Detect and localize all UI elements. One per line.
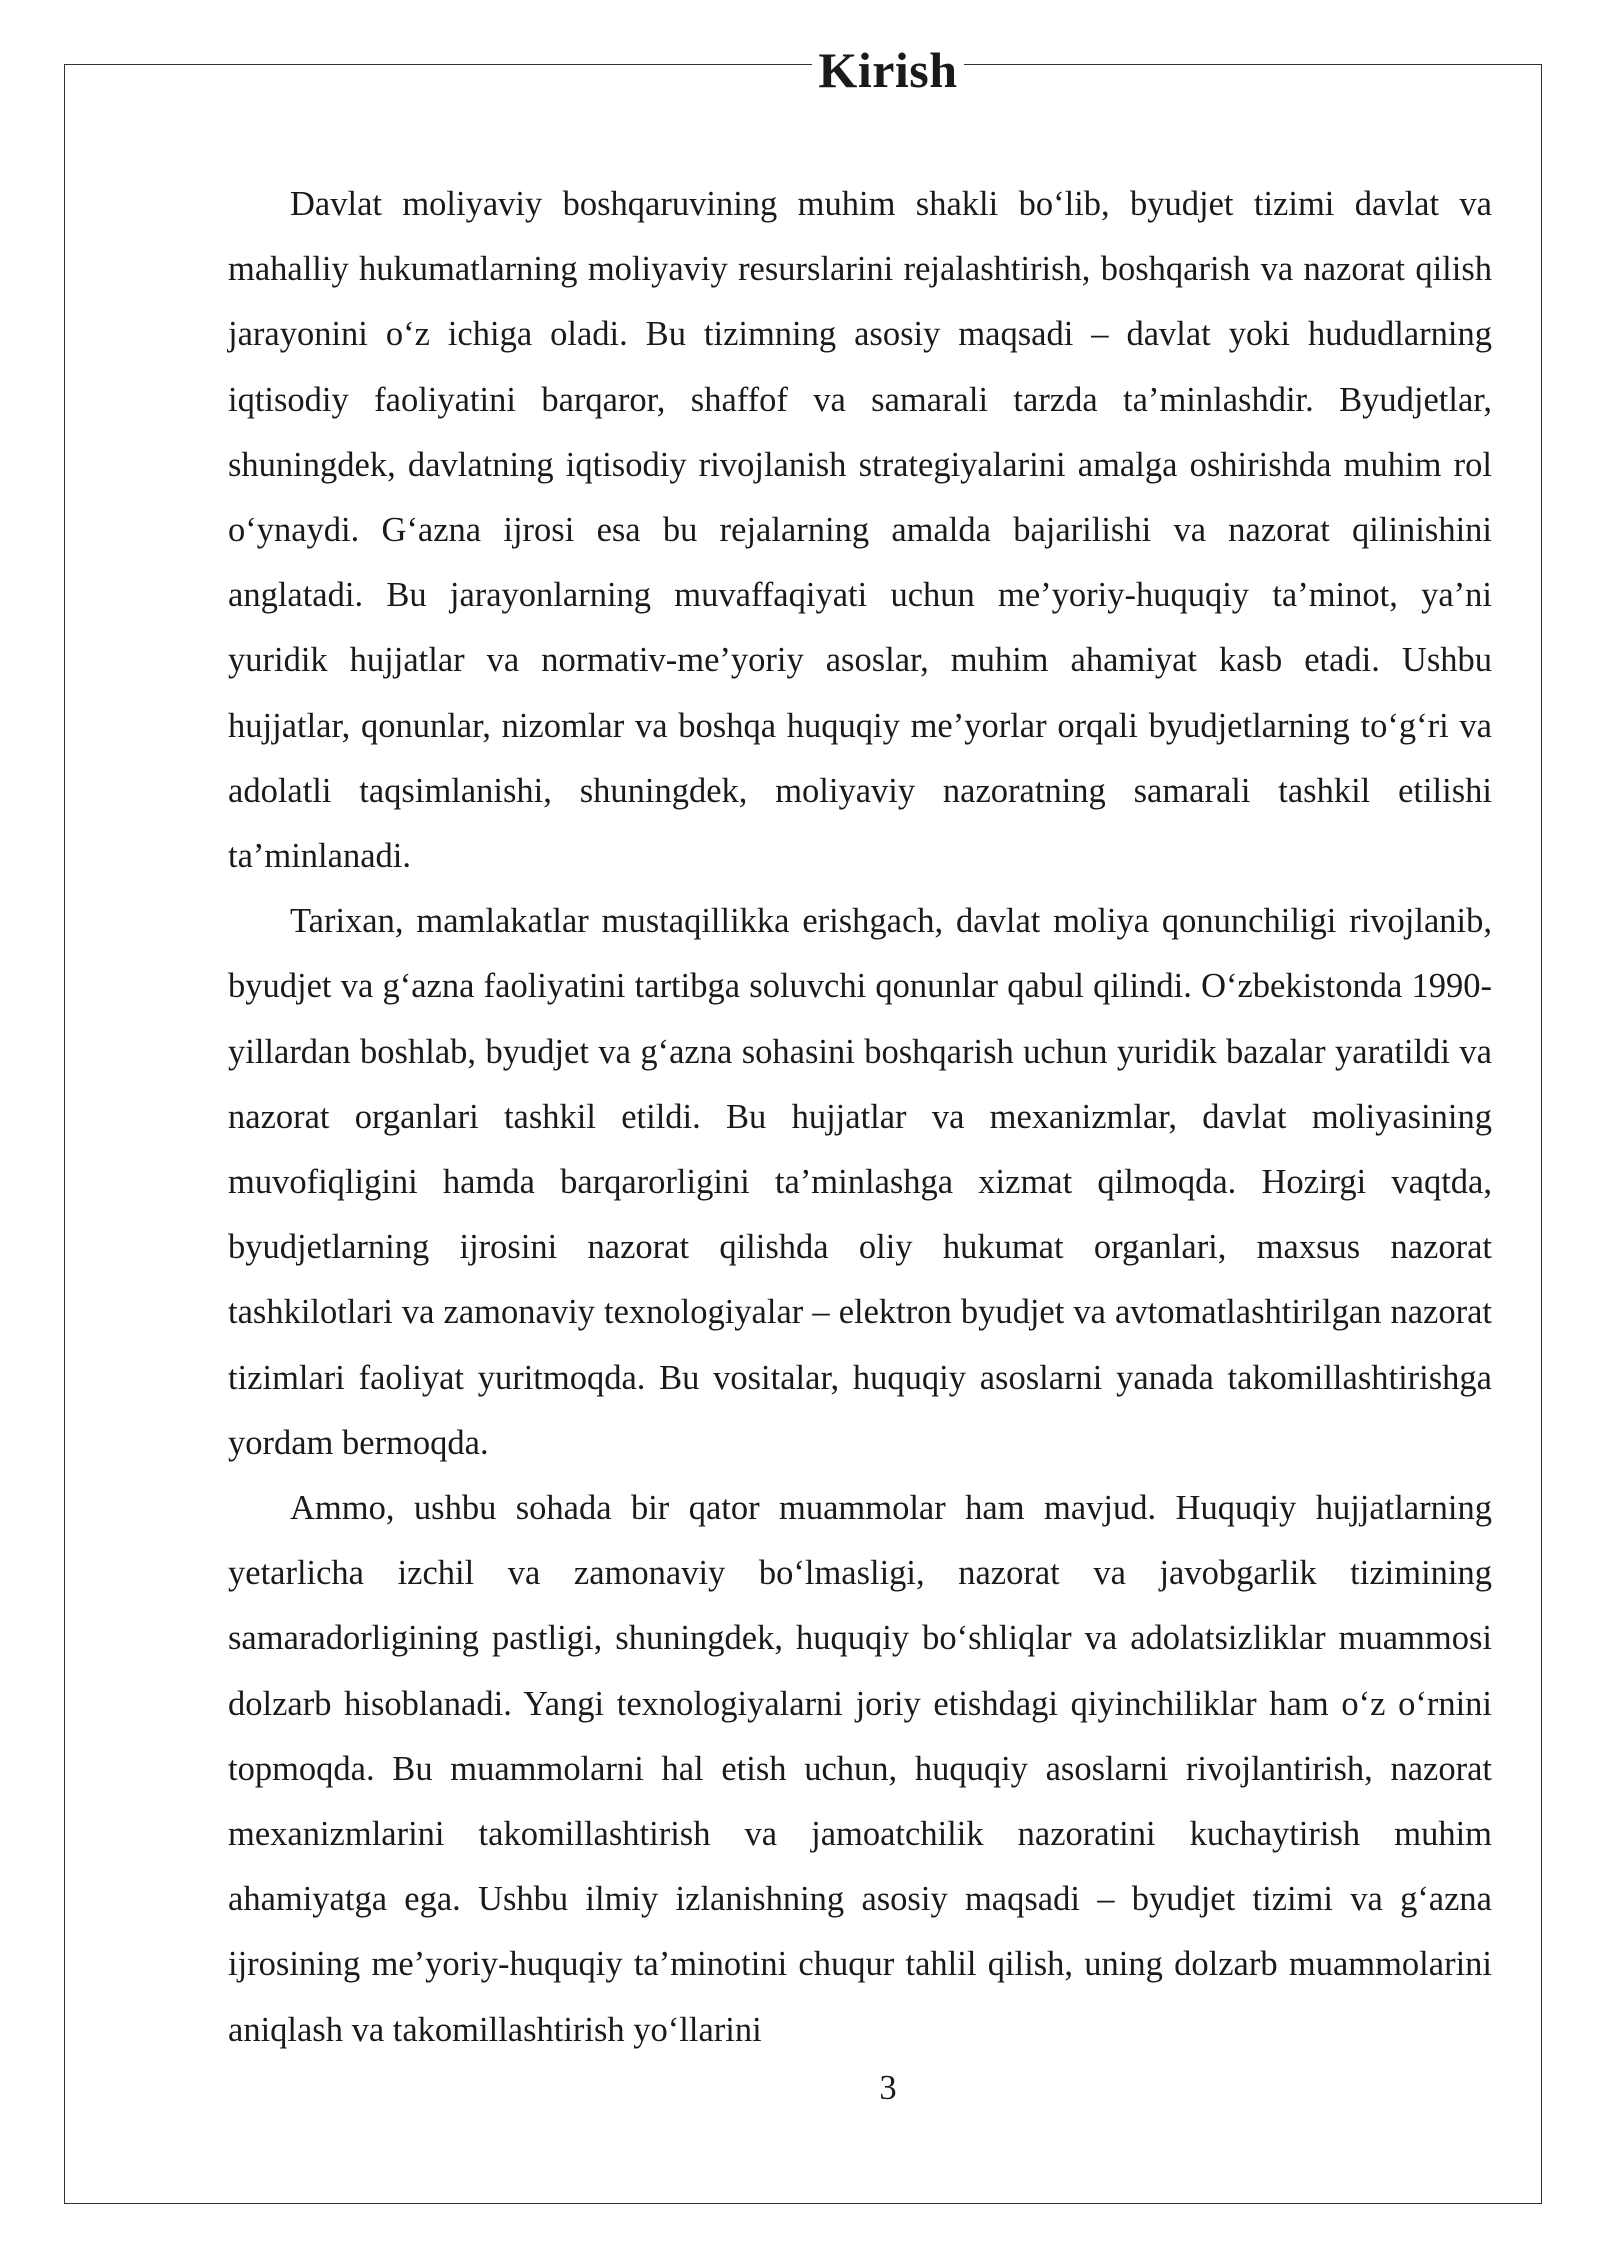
paragraph-3: Ammo, ushbu sohada bir qator muammolar ham mavjud. Huquqiy hujjatlarning yetarlicha izchil va zamonaviy bo‘lmasligi, nazorat va javobgarlik tizimining samaradorligining pastligi, shuningdek, huquqiy bo‘shliqlar va adolatsizliklar muammosi dolzarb hisoblanadi. Yangi texnologiyalarni joriy etishdagi qiyinchiliklar ham o‘z o‘rnini topmoqda. Bu muammolarni hal etish uchun, huquqiy asoslarni rivojlantirish, nazorat mexanizmlarini takomillashtirish va jamoatchilik nazoratini kuchaytirish muhim ahamiyatga ega. Ushbu ilmiy izlanishning asosiy maqsadi – byudjet tizimi va g‘azna ijrosining me’yoriy-huquqiy ta’minotini chuqur tahlil qilish, uning dolzarb muammolarini aniqlash va takomillashtirish yo‘llarini <box>228 1489 1492 2049</box>
paragraph-2: Tarixan, mamlakatlar mustaqillikka erishgach, davlat moliya qonunchiligi rivojlanib, byudjet va g‘azna faoliyatini tartibga soluvchi qonunlar qabul qilindi. O‘zbekistonda 1990-yillardan boshlab, byudjet va g‘azna sohasini boshqarish uchun yuridik bazalar yaratildi va nazorat organlari tashkil etildi. Bu hujjatlar va mexanizmlar, davlat moliyasining muvofiqligini hamda barqarorligini ta’minlashga xizmat qilmoqda. Hozirgi vaqtda, byudjetlarning ijrosini nazorat qilishda oliy hukumat organlari, maxsus nazorat tashkilotlari va zamonaviy texnologiyalar – elektron byudjet va avtomatlashtirilgan nazorat tizimlari faoliyat yuritmoqda. Bu vositalar, huquqiy asoslarni yanada takomillashtirishga yordam bermoqda. <box>228 902 1492 1462</box>
page-title <box>0 38 1600 102</box>
document-body <box>228 172 1492 2063</box>
page-title-text: Kirish <box>812 42 963 98</box>
page-number: 3 <box>879 2069 897 2107</box>
paragraph-1: Davlat moliyaviy boshqaruvining muhim shakli bo‘lib, byudjet tizimi davlat va mahalliy hukumatlarning moliyaviy resurslarini rejalashtirish, boshqarish va nazorat qilish jarayonini o‘z ichiga oladi. Bu tizimning asosiy maqsadi – davlat yoki hududlarning iqtisodiy faoliyatini barqaror, shaffof va samarali tarzda ta’minlashdir. Byudjetlar, shuningdek, davlatning iqtisodiy rivojlanish strategiyalarini amalga oshirishda muhim rol o‘ynaydi. G‘azna ijrosi esa bu rejalarning amalda bajarilishi va nazorat qilinishini anglatadi. Bu jarayonlarning muvaffaqiyati uchun me’yoriy-huquqiy ta’minot, ya’ni yuridik hujjatlar va normativ-me’yoriy asoslar, muhim ahamiyat kasb etadi. Ushbu hujjatlar, qonunlar, nizomlar va boshqa huquqiy me’yorlar orqali byudjetlarning to‘g‘ri va adolatli taqsimlanishi, shuningdek, moliyaviy nazoratning samarali tashkil etilishi ta’minlanadi. <box>228 185 1492 876</box>
